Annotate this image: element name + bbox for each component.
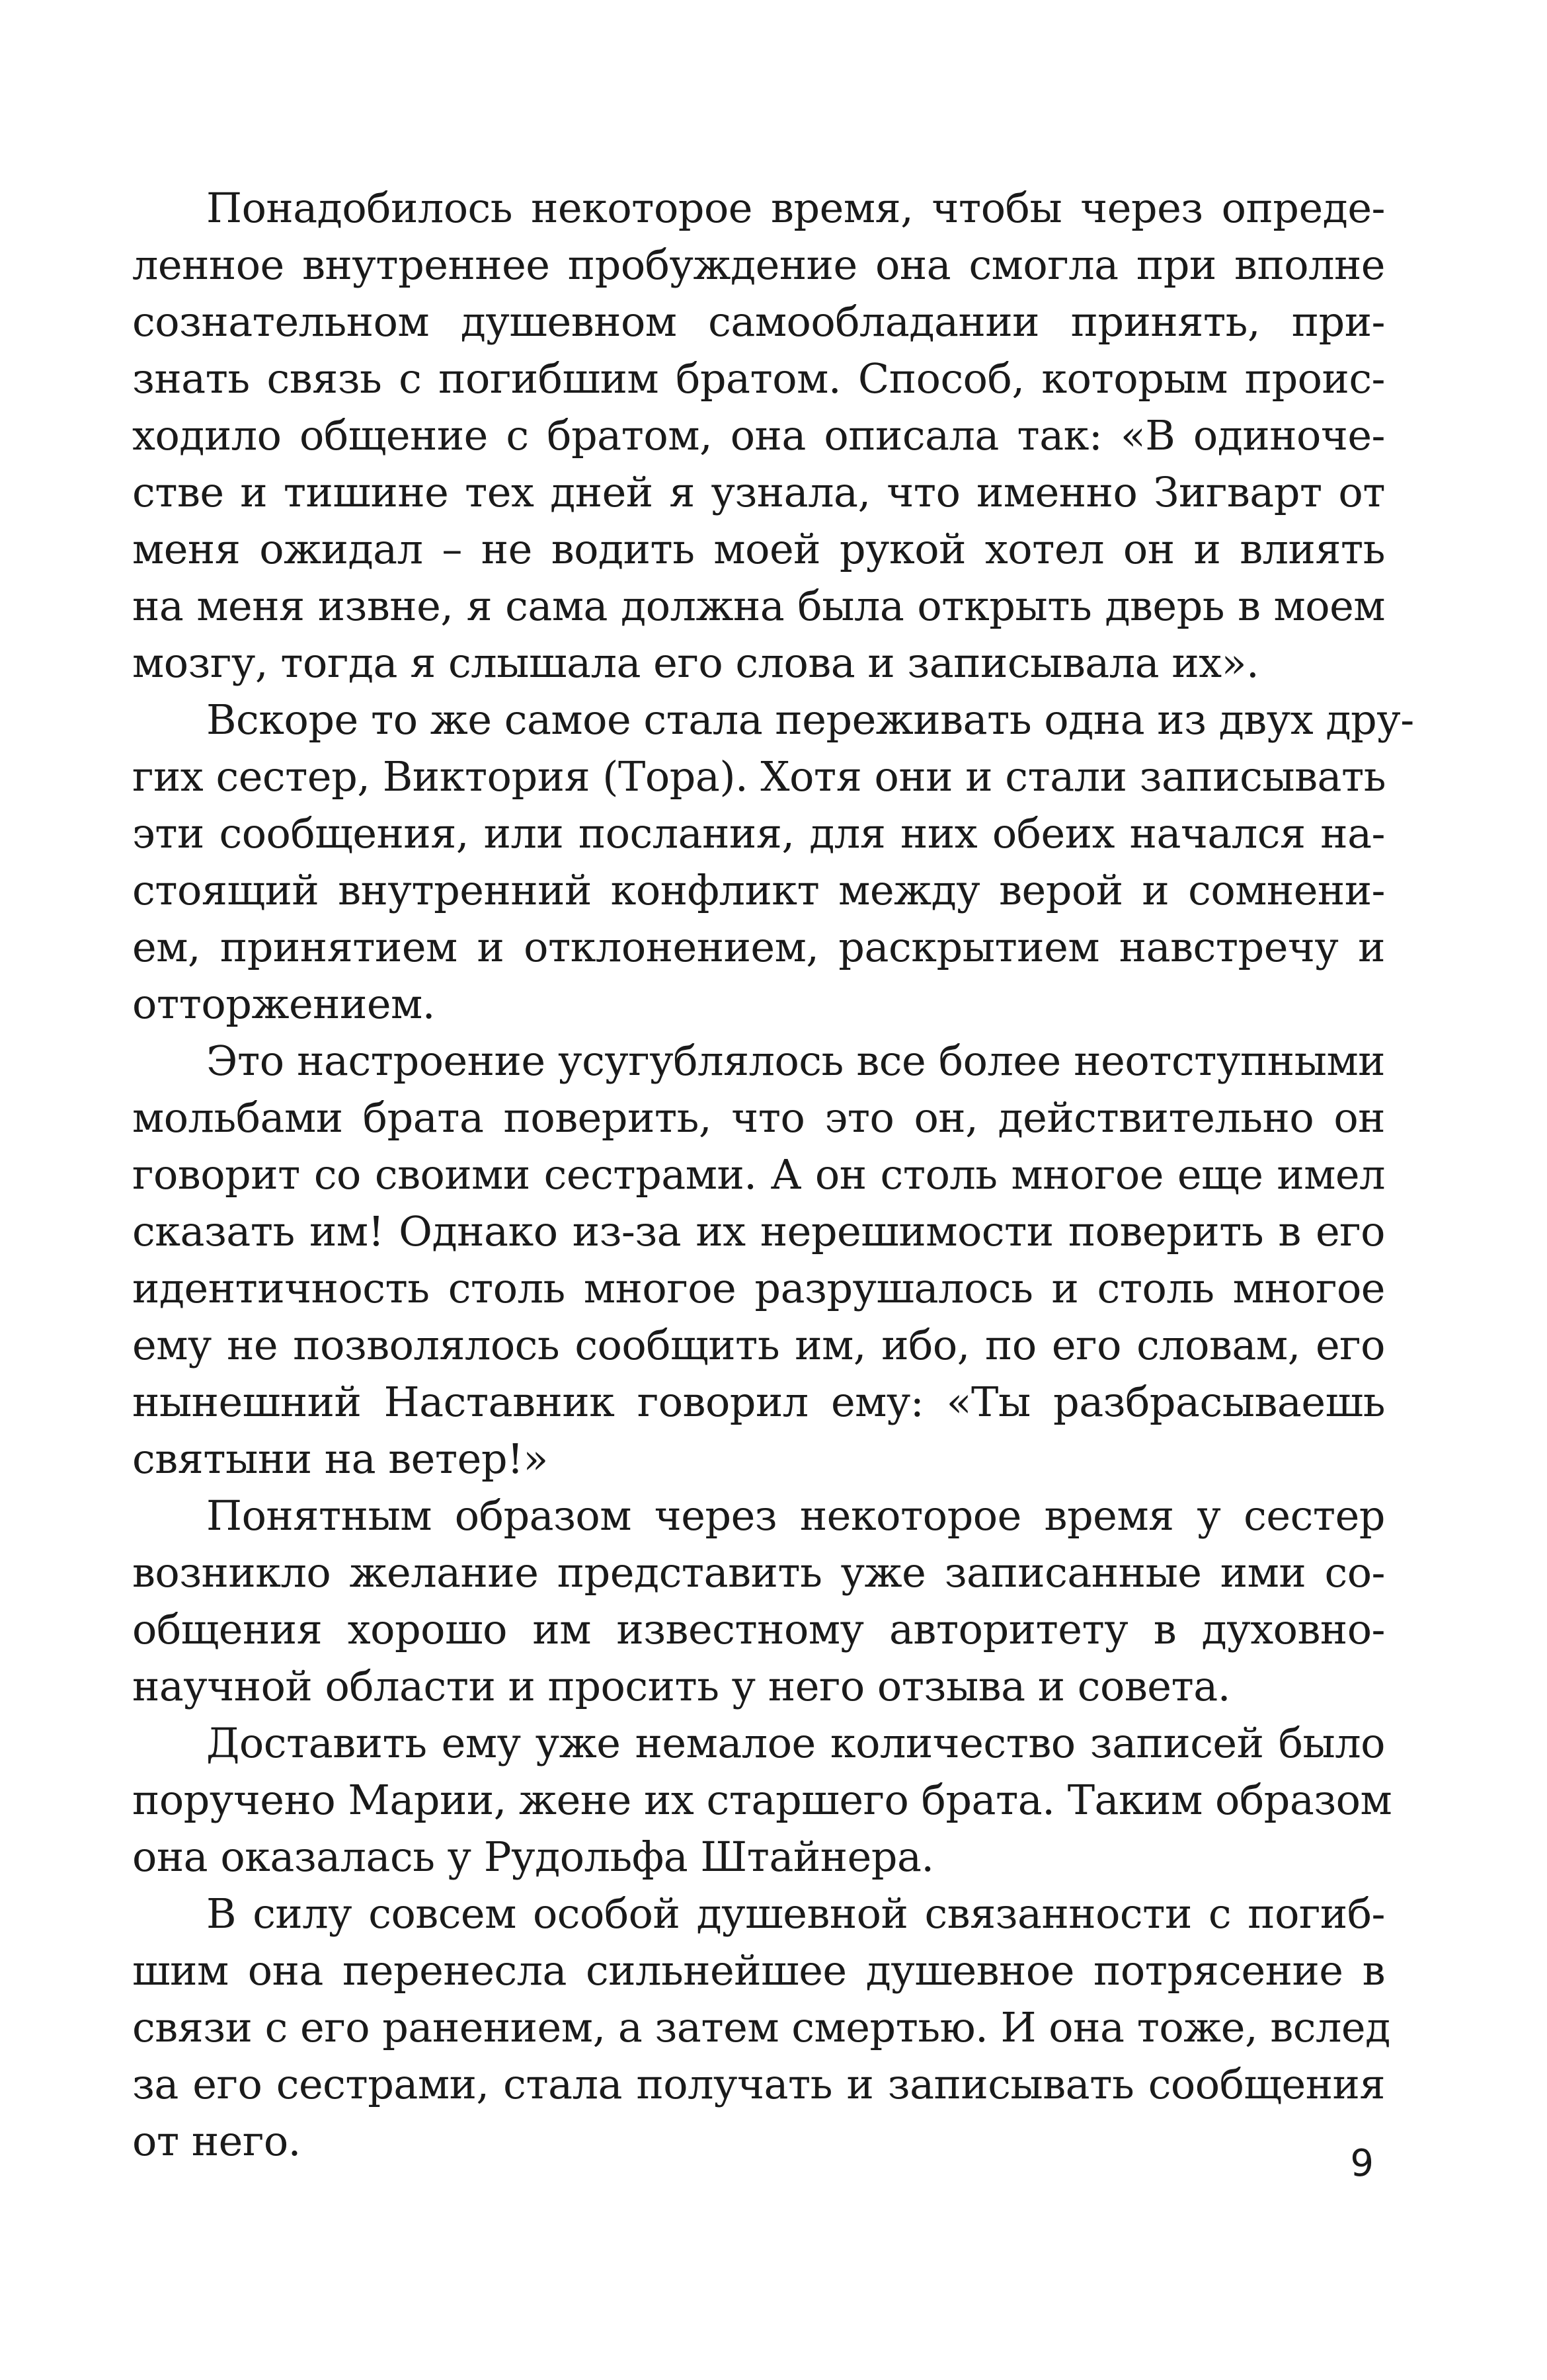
text-line: знать связь с погибшим братом. Способ, которым проис- bbox=[132, 354, 1385, 403]
text-line: эти сообщения, или послания, для них обеих начался на- bbox=[132, 809, 1385, 857]
text-line: святыни на ветер!» bbox=[132, 1435, 548, 1483]
text-line: общения хорошо им известному авторитету в духовно- bbox=[132, 1605, 1385, 1653]
text-line: за его сестрами, стала получать и записывать сообщения bbox=[132, 2060, 1385, 2108]
text-line: сознательном душевном самообладании принять, при- bbox=[132, 298, 1385, 346]
text-line: научной области и просить у него отзыва и совета. bbox=[132, 1662, 1230, 1710]
text-line: Доставить ему уже немалое количество записей было bbox=[206, 1719, 1385, 1767]
text-line: шим она перенесла сильнейшее душевное потрясение в bbox=[132, 1946, 1385, 1995]
paragraph bbox=[132, 1488, 1385, 1715]
text-line: ем, принятием и отклонением, раскрытием навстречу и bbox=[132, 923, 1385, 971]
paragraph bbox=[132, 1885, 1390, 2170]
text-line: Вскоре то же самое стала переживать одна из двух дру- bbox=[206, 695, 1414, 744]
paragraph bbox=[132, 180, 1385, 692]
paragraph bbox=[132, 692, 1414, 1033]
text-line: Понятным образом через некоторое время у сестер bbox=[206, 1491, 1385, 1540]
text-line: мольбами брата поверить, что это он, действительно он bbox=[132, 1093, 1385, 1142]
text-line: Понадобилось некоторое время, чтобы через опреде- bbox=[206, 184, 1385, 232]
text-line: от него. bbox=[132, 2117, 301, 2165]
text-line: отторжением. bbox=[132, 980, 435, 1028]
text-line: поручено Марии, жене их старшего брата. Таким образом bbox=[132, 1776, 1392, 1824]
paragraph bbox=[132, 1715, 1392, 1885]
text-line: меня ожидал – не водить моей рукой хотел он и влиять bbox=[132, 525, 1385, 573]
text-line: на меня извне, я сама должна была открыть дверь в моем bbox=[132, 582, 1385, 630]
text-line: говорит со своими сестрами. А он столь многое еще имел bbox=[132, 1150, 1385, 1199]
text-line: Это настроение усугублялось все более неотступными bbox=[206, 1037, 1385, 1085]
text-line: стоящий внутренний конфликт между верой и сомнени- bbox=[132, 866, 1385, 914]
text-line: ходило общение с братом, она описала так: «В одиноче- bbox=[132, 411, 1385, 459]
paragraph bbox=[132, 1033, 1385, 1488]
page-number: 9 bbox=[1350, 2142, 1374, 2185]
text-line: идентичность столь многое разрушалось и столь многое bbox=[132, 1264, 1385, 1312]
text-line: связи с его ранением, а затем смертью. И она тоже, вслед bbox=[132, 2003, 1390, 2051]
text-line: она оказалась у Рудольфа Штайнера. bbox=[132, 1833, 934, 1881]
text-line: стве и тишине тех дней я узнала, что именно Зигварт от bbox=[132, 468, 1385, 516]
text-line: гих сестер, Виктория (Тора). Хотя они и стали записывать bbox=[132, 752, 1386, 801]
text-line: нынешний Наставник говорил ему: «Ты разбрасываешь bbox=[132, 1378, 1385, 1426]
text-line: ленное внутреннее пробуждение она смогла при вполне bbox=[132, 241, 1385, 289]
text-line: В силу совсем особой душевной связанности с погиб- bbox=[206, 1889, 1385, 1938]
body-text bbox=[132, 180, 1414, 2170]
text-line: ему не позволялось сообщить им, ибо, по его словам, его bbox=[132, 1321, 1385, 1369]
text-line: сказать им! Однако из-за их нерешимости поверить в его bbox=[132, 1207, 1385, 1255]
text-line: мозгу, тогда я слышала его слова и записывала их». bbox=[132, 639, 1259, 687]
text-line: возникло желание представить уже записанные ими со- bbox=[132, 1548, 1385, 1597]
